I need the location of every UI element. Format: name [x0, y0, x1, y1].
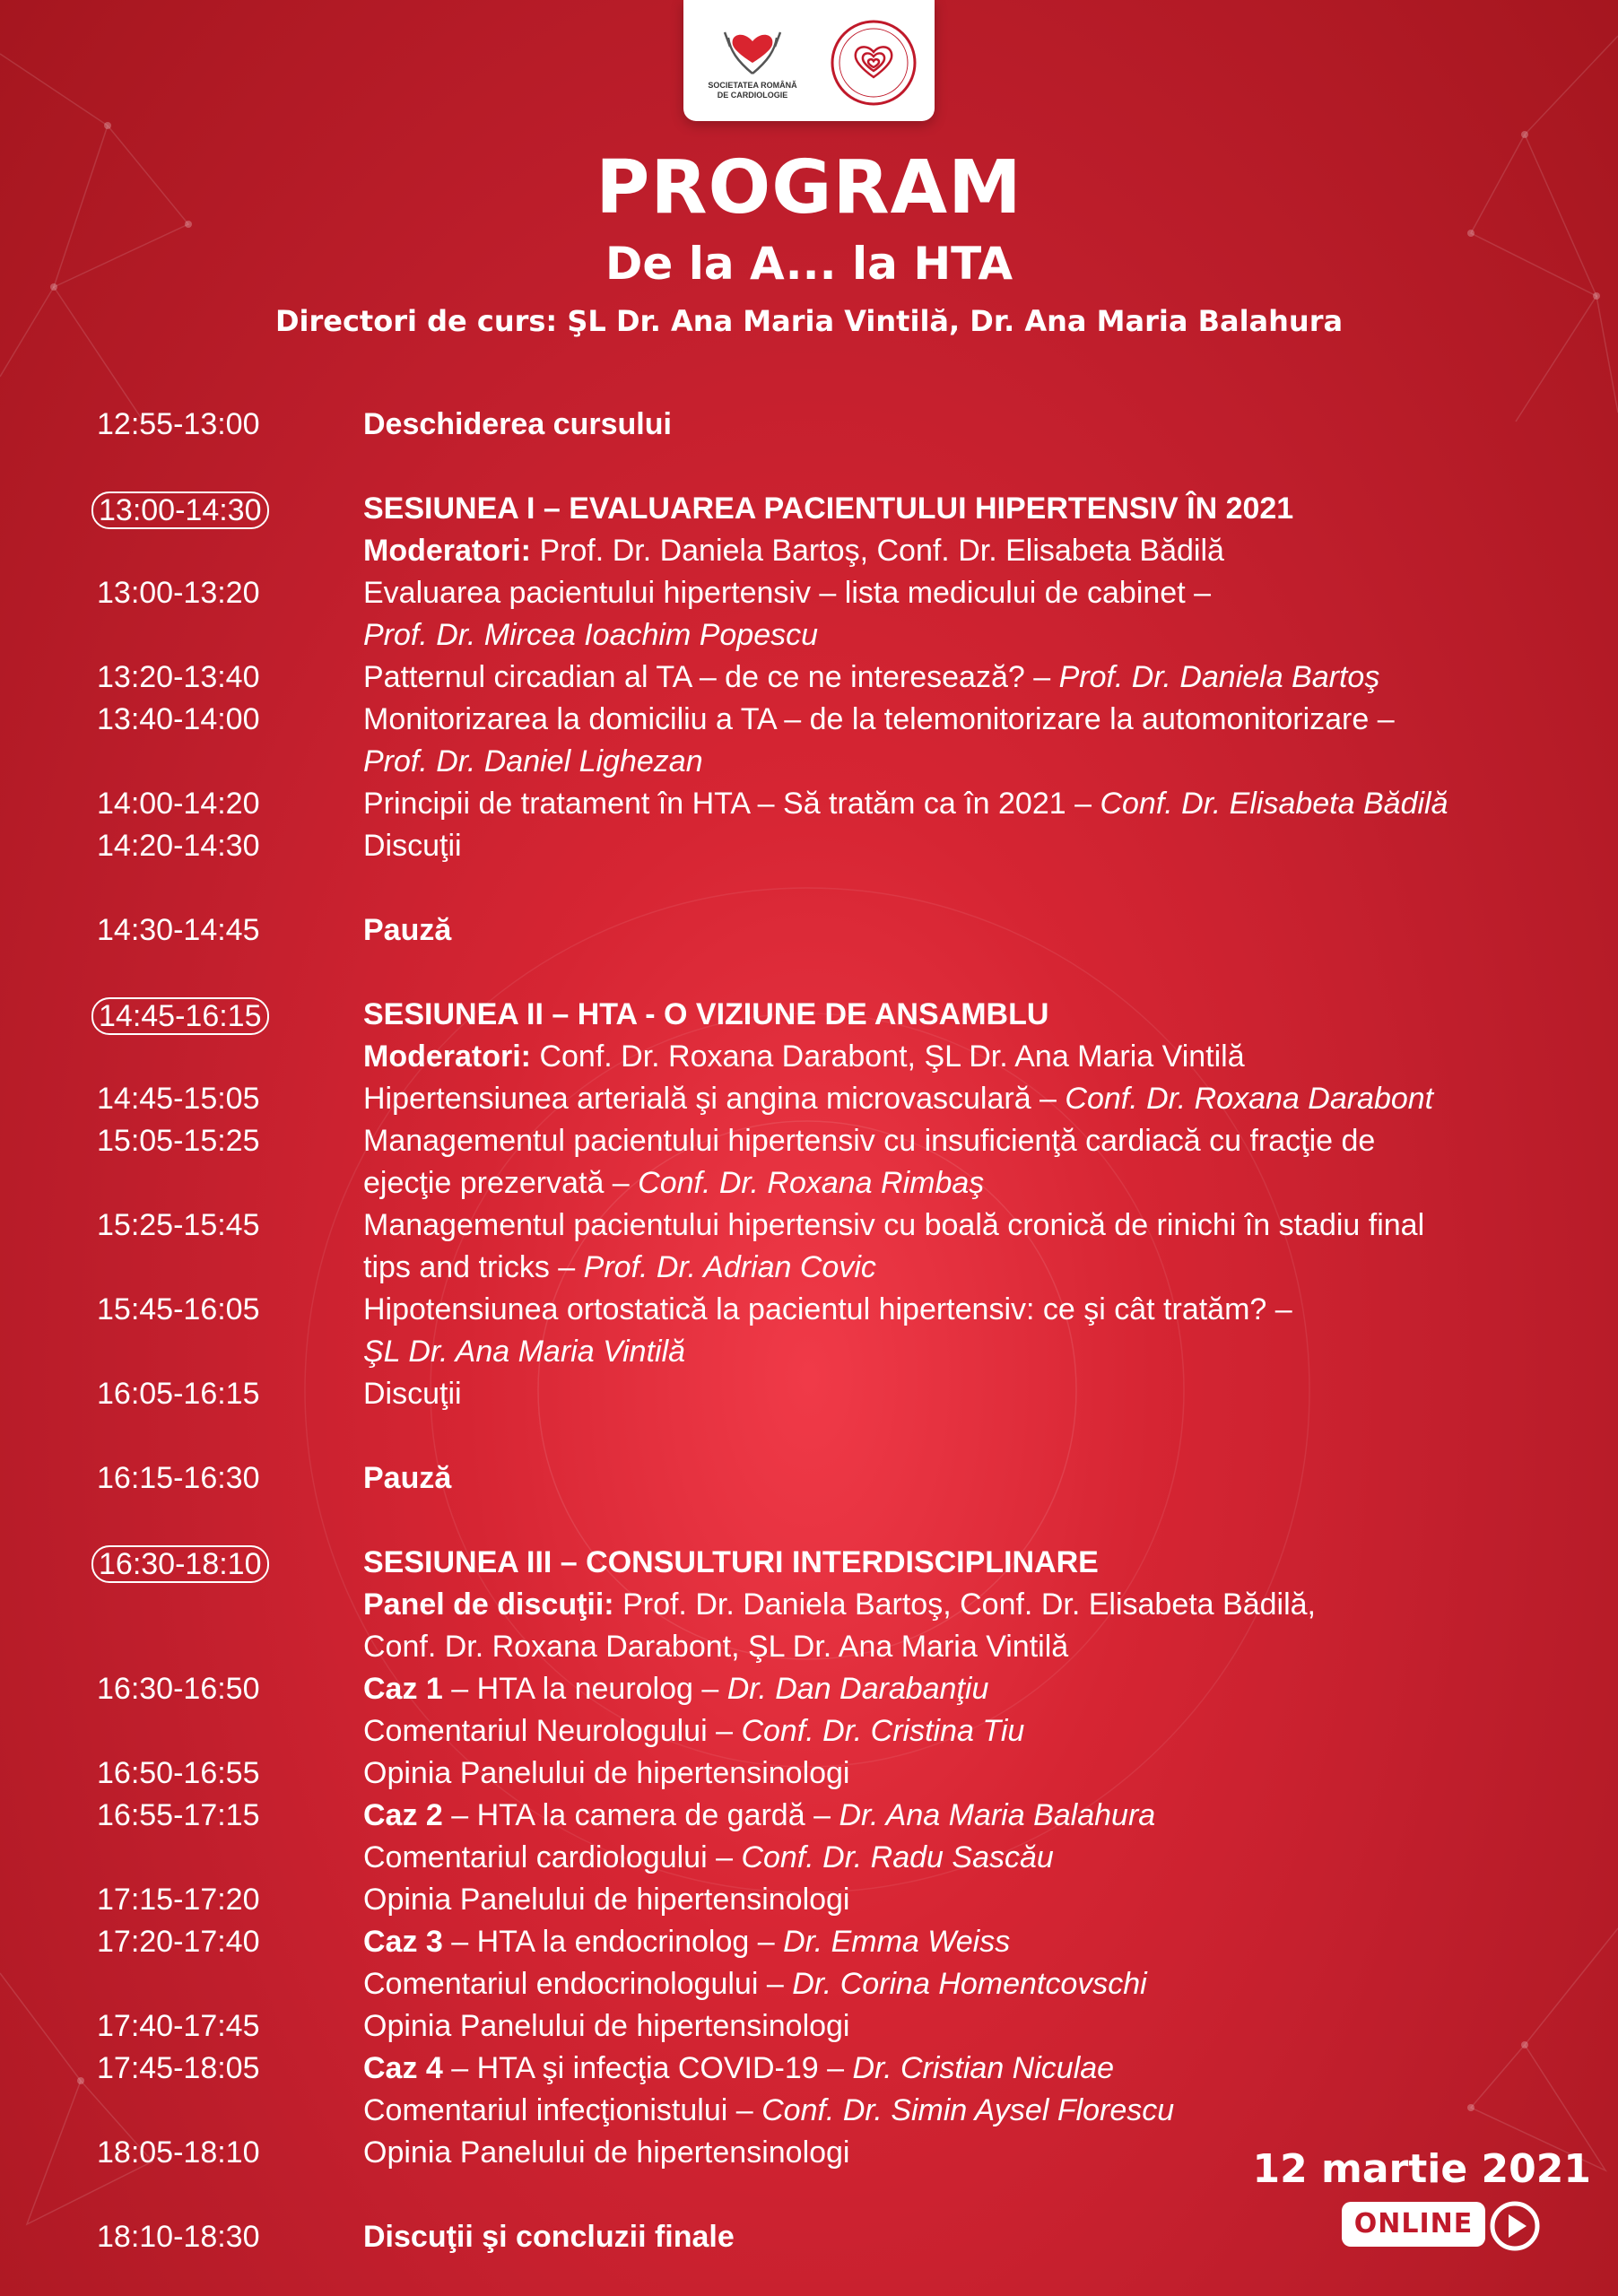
schedule-row — [0, 1584, 1618, 1626]
schedule-row — [0, 530, 1618, 572]
schedule-row — [0, 699, 1618, 741]
schedule-text — [363, 657, 1564, 699]
program-subtitle: De la A... la HTA — [605, 238, 1013, 290]
schedule-row — [0, 1289, 1618, 1331]
time-slot: 16:55-17:15 — [97, 1798, 260, 1832]
bold-label: Deschiderea cursului — [363, 407, 672, 441]
speaker-name: Dr. Emma Weiss — [783, 1925, 1011, 1959]
speaker-name: Dr. Ana Maria Balahura — [839, 1798, 1156, 1832]
schedule-text — [363, 783, 1564, 825]
schedule-text — [363, 1457, 1564, 1500]
session-time-badge: 13:00-14:30 — [91, 491, 269, 529]
schedule-row — [0, 572, 1618, 614]
bold-label: SESIUNEA III – CONSULTURI INTERDISCIPLINARE — [363, 1545, 1099, 1579]
speaker-name: ŞL Dr. Ana Maria Vintilă — [363, 1335, 686, 1369]
item-text: Opinia Panelului de hipertensinologi — [363, 1883, 850, 1917]
item-text: Opinia Panelului de hipertensinologi — [363, 1756, 850, 1790]
schedule-spacer — [0, 1500, 1618, 1542]
item-text: Monitorizarea la domiciliu a TA – de la telemonitorizare la automonitorizare – — [363, 702, 1395, 736]
schedule-row — [0, 1879, 1618, 1921]
time-slot: 15:45-16:05 — [97, 1292, 260, 1326]
schedule-row — [0, 1205, 1618, 1247]
item-text: Prof. Dr. Daniela Bartoş, Conf. Dr. Elisabeta Bădilă — [531, 534, 1224, 568]
schedule-row — [0, 1795, 1618, 1837]
schedule-row — [0, 1036, 1618, 1078]
bold-label: SESIUNEA II – HTA - O VIZIUNE DE ANSAMBLU — [363, 997, 1049, 1031]
schedule-list — [0, 404, 1618, 2258]
schedule-text — [363, 2005, 1564, 2048]
time-slot: 18:10-18:30 — [97, 2220, 260, 2254]
schedule-row — [0, 2090, 1618, 2132]
schedule-spacer — [0, 446, 1618, 488]
schedule-row — [0, 1373, 1618, 1415]
speaker-name: Conf. Dr. Simin Aysel Florescu — [761, 2093, 1175, 2127]
session-time-badge: 14:45-16:15 — [91, 997, 269, 1035]
src-logo — [703, 14, 802, 115]
src-logo-text — [703, 81, 802, 100]
schedule-row — [0, 2005, 1618, 2048]
schedule-text — [363, 572, 1564, 614]
src-name-line1: SOCIETATEA ROMÂNĂ — [708, 81, 797, 90]
online-badge[interactable] — [1342, 2202, 1548, 2254]
src-name-line2: DE CARDIOLOGIE — [717, 91, 788, 100]
schedule-row — [0, 657, 1618, 699]
time-slot: 12:55-13:00 — [97, 407, 260, 441]
schedule-text — [363, 825, 1564, 867]
schedule-text — [363, 1837, 1564, 1879]
item-text: Conf. Dr. Roxana Darabont, ŞL Dr. Ana Maria Vintilă — [363, 1630, 1069, 1664]
schedule-text — [363, 1668, 1564, 1710]
schedule-text — [363, 994, 1564, 1036]
time-slot: 17:15-17:20 — [97, 1883, 260, 1917]
bold-label: Caz 1 — [363, 1672, 443, 1706]
schedule-row — [0, 1921, 1618, 1963]
ghta-logo — [829, 18, 918, 108]
schedule-text — [363, 1963, 1564, 2005]
schedule-text — [363, 699, 1564, 741]
speaker-name: Conf. Dr. Elisabeta Bădilă — [1100, 787, 1448, 821]
schedule-row — [0, 909, 1618, 952]
time-slot: 14:30-14:45 — [97, 913, 260, 947]
session-header-row — [0, 1542, 1618, 1584]
bold-label: Pauză — [363, 1461, 452, 1495]
time-slot: 15:25-15:45 — [97, 1208, 260, 1242]
schedule-text — [363, 741, 1564, 783]
schedule-text — [363, 1626, 1564, 1668]
schedule-text — [363, 488, 1564, 530]
time-slot: 13:00-13:20 — [97, 576, 260, 610]
item-text: Prof. Dr. Daniela Bartoş, Conf. Dr. Elisabeta Bădilă, — [613, 1587, 1316, 1622]
item-text: Managementul pacientului hipertensiv cu insuficienţă cardiacă cu fracţie de — [363, 1124, 1376, 1158]
schedule-text — [363, 1752, 1564, 1795]
schedule-row — [0, 741, 1618, 783]
schedule-row — [0, 1457, 1618, 1500]
item-text: Comentariul endocrinologului – — [363, 1967, 793, 2001]
item-text: Discuţii — [363, 829, 462, 863]
schedule-text — [363, 1036, 1564, 1078]
schedule-row — [0, 783, 1618, 825]
schedule-row — [0, 1162, 1618, 1205]
schedule-text — [363, 1795, 1564, 1837]
speaker-name: Prof. Dr. Mircea Ioachim Popescu — [363, 618, 819, 652]
schedule-row — [0, 1710, 1618, 1752]
speaker-name: Dr. Cristian Niculae — [852, 2051, 1115, 2085]
bold-label: Caz 4 — [363, 2051, 443, 2085]
item-text: Opinia Panelului de hipertensinologi — [363, 2009, 850, 2043]
schedule-text — [363, 1921, 1564, 1963]
item-text: Comentariul cardiologului – — [363, 1840, 742, 1874]
speaker-name: Conf. Dr. Roxana Darabont — [1065, 1082, 1434, 1116]
schedule-text — [363, 2090, 1564, 2132]
item-text: – HTA la endocrinolog – — [442, 1925, 784, 1959]
time-slot: 16:05-16:15 — [97, 1377, 260, 1411]
speaker-name: Prof. Dr. Adrian Covic — [583, 1250, 876, 1284]
program-header — [0, 144, 1618, 348]
schedule-text — [363, 1247, 1564, 1289]
speaker-name: Prof. Dr. Daniela Bartoş — [1058, 660, 1380, 694]
item-text: Comentariul Neurologului – — [363, 1714, 742, 1748]
speaker-name: Conf. Dr. Radu Sascău — [741, 1840, 1054, 1874]
schedule-row — [0, 404, 1618, 446]
item-text: ejecţie prezervată – — [363, 1166, 639, 1200]
time-slot: 16:15-16:30 — [97, 1461, 260, 1495]
schedule-row — [0, 1668, 1618, 1710]
schedule-text — [363, 909, 1564, 952]
schedule-text — [363, 1584, 1564, 1626]
schedule-row — [0, 1837, 1618, 1879]
item-text: – HTA la neurolog – — [442, 1672, 727, 1706]
time-slot: 17:45-18:05 — [97, 2051, 260, 2085]
play-circle-icon[interactable] — [1489, 2200, 1541, 2252]
item-text: Hipotensiunea ortostatică la pacientul hipertensiv: ce şi cât tratăm? – — [363, 1292, 1292, 1326]
schedule-row — [0, 1120, 1618, 1162]
time-slot: 17:20-17:40 — [97, 1925, 260, 1959]
item-text: tips and tricks – — [363, 1250, 584, 1284]
time-slot: 16:30-16:50 — [97, 1672, 260, 1706]
schedule-row — [0, 1963, 1618, 2005]
item-text: Evaluarea pacientului hipertensiv – lista medicului de cabinet – — [363, 576, 1212, 610]
schedule-text — [363, 1331, 1564, 1373]
schedule-spacer — [0, 867, 1618, 909]
schedule-row — [0, 2048, 1618, 2090]
bold-label: SESIUNEA I – EVALUAREA PACIENTULUI HIPERTENSIV ÎN 2021 — [363, 491, 1294, 526]
schedule-text — [363, 1542, 1564, 1584]
session-header-row — [0, 994, 1618, 1036]
bold-label: Panel de discuţii: — [363, 1587, 614, 1622]
schedule-text — [363, 1879, 1564, 1921]
time-slot: 13:20-13:40 — [97, 660, 260, 694]
online-button[interactable]: ONLINE — [1342, 2202, 1485, 2247]
schedule-row — [0, 1247, 1618, 1289]
schedule-text — [363, 1373, 1564, 1415]
session-header-row — [0, 488, 1618, 530]
schedule-row — [0, 1078, 1618, 1120]
time-slot: 15:05-15:25 — [97, 1124, 260, 1158]
item-text: Conf. Dr. Roxana Darabont, ŞL Dr. Ana Maria Vintilă — [531, 1039, 1245, 1074]
schedule-text — [363, 404, 1564, 446]
schedule-row — [0, 825, 1618, 867]
schedule-text — [363, 1120, 1564, 1162]
event-date: 12 martie 2021 — [1252, 2146, 1591, 2192]
speaker-name: Dr. Corina Homentcovschi — [792, 1967, 1147, 2001]
course-directors: Directori de curs: ŞL Dr. Ana Maria Vintilă, Dr. Ana Maria Balahura — [274, 304, 1344, 338]
schedule-text — [363, 1289, 1564, 1331]
bold-label: Pauză — [363, 913, 452, 947]
item-text: Managementul pacientului hipertensiv cu boală cronică de rinichi în stadiu final — [363, 1208, 1425, 1242]
bold-label: Moderatori: — [363, 1039, 531, 1074]
hands-heart-icon — [703, 14, 802, 79]
bold-label: Caz 3 — [363, 1925, 443, 1959]
speaker-name: Dr. Dan Darabanţiu — [726, 1672, 989, 1706]
bold-label: Moderatori: — [363, 534, 531, 568]
time-slot: 16:50-16:55 — [97, 1756, 260, 1790]
bold-label: Caz 2 — [363, 1798, 443, 1832]
schedule-text — [363, 1078, 1564, 1120]
schedule-text — [363, 530, 1564, 572]
schedule-text — [363, 1710, 1564, 1752]
schedule-row — [0, 1752, 1618, 1795]
time-slot: 17:40-17:45 — [97, 2009, 260, 2043]
schedule-text — [363, 1162, 1564, 1205]
item-text: Comentariul infecţionistului – — [363, 2093, 762, 2127]
item-text: Hipertensiunea arterială şi angina microvasculară – — [363, 1082, 1066, 1116]
item-text: Opinia Panelului de hipertensinologi — [363, 2135, 850, 2170]
time-slot: 14:20-14:30 — [97, 829, 260, 863]
time-slot: 14:45-15:05 — [97, 1082, 260, 1116]
speaker-name: Prof. Dr. Daniel Lighezan — [363, 744, 703, 778]
program-title: PROGRAM — [596, 145, 1022, 230]
speaker-name: Conf. Dr. Roxana Rimbaş — [638, 1166, 985, 1200]
schedule-row — [0, 614, 1618, 657]
time-slot: 13:40-14:00 — [97, 702, 260, 736]
speaker-name: Conf. Dr. Cristina Tiu — [741, 1714, 1025, 1748]
item-text: Patternul circadian al TA – de ce ne interesează? – — [363, 660, 1059, 694]
time-slot: 18:05-18:10 — [97, 2135, 260, 2170]
schedule-text — [363, 1205, 1564, 1247]
schedule-row — [0, 1626, 1618, 1668]
logo-card — [683, 0, 935, 121]
bold-label: Discuţii şi concluzii finale — [363, 2220, 735, 2254]
schedule-text — [363, 2048, 1564, 2090]
schedule-text — [363, 614, 1564, 657]
schedule-spacer — [0, 952, 1618, 994]
time-slot: 14:00-14:20 — [97, 787, 260, 821]
session-time-badge: 16:30-18:10 — [91, 1545, 269, 1583]
item-text: Principii de tratament în HTA – Să tratăm ca în 2021 – — [363, 787, 1100, 821]
item-text: – HTA la camera de gardă – — [442, 1798, 839, 1832]
item-text: – HTA şi infecţia COVID-19 – — [442, 2051, 853, 2085]
item-text: Discuţii — [363, 1377, 462, 1411]
schedule-row — [0, 1331, 1618, 1373]
schedule-spacer — [0, 1415, 1618, 1457]
